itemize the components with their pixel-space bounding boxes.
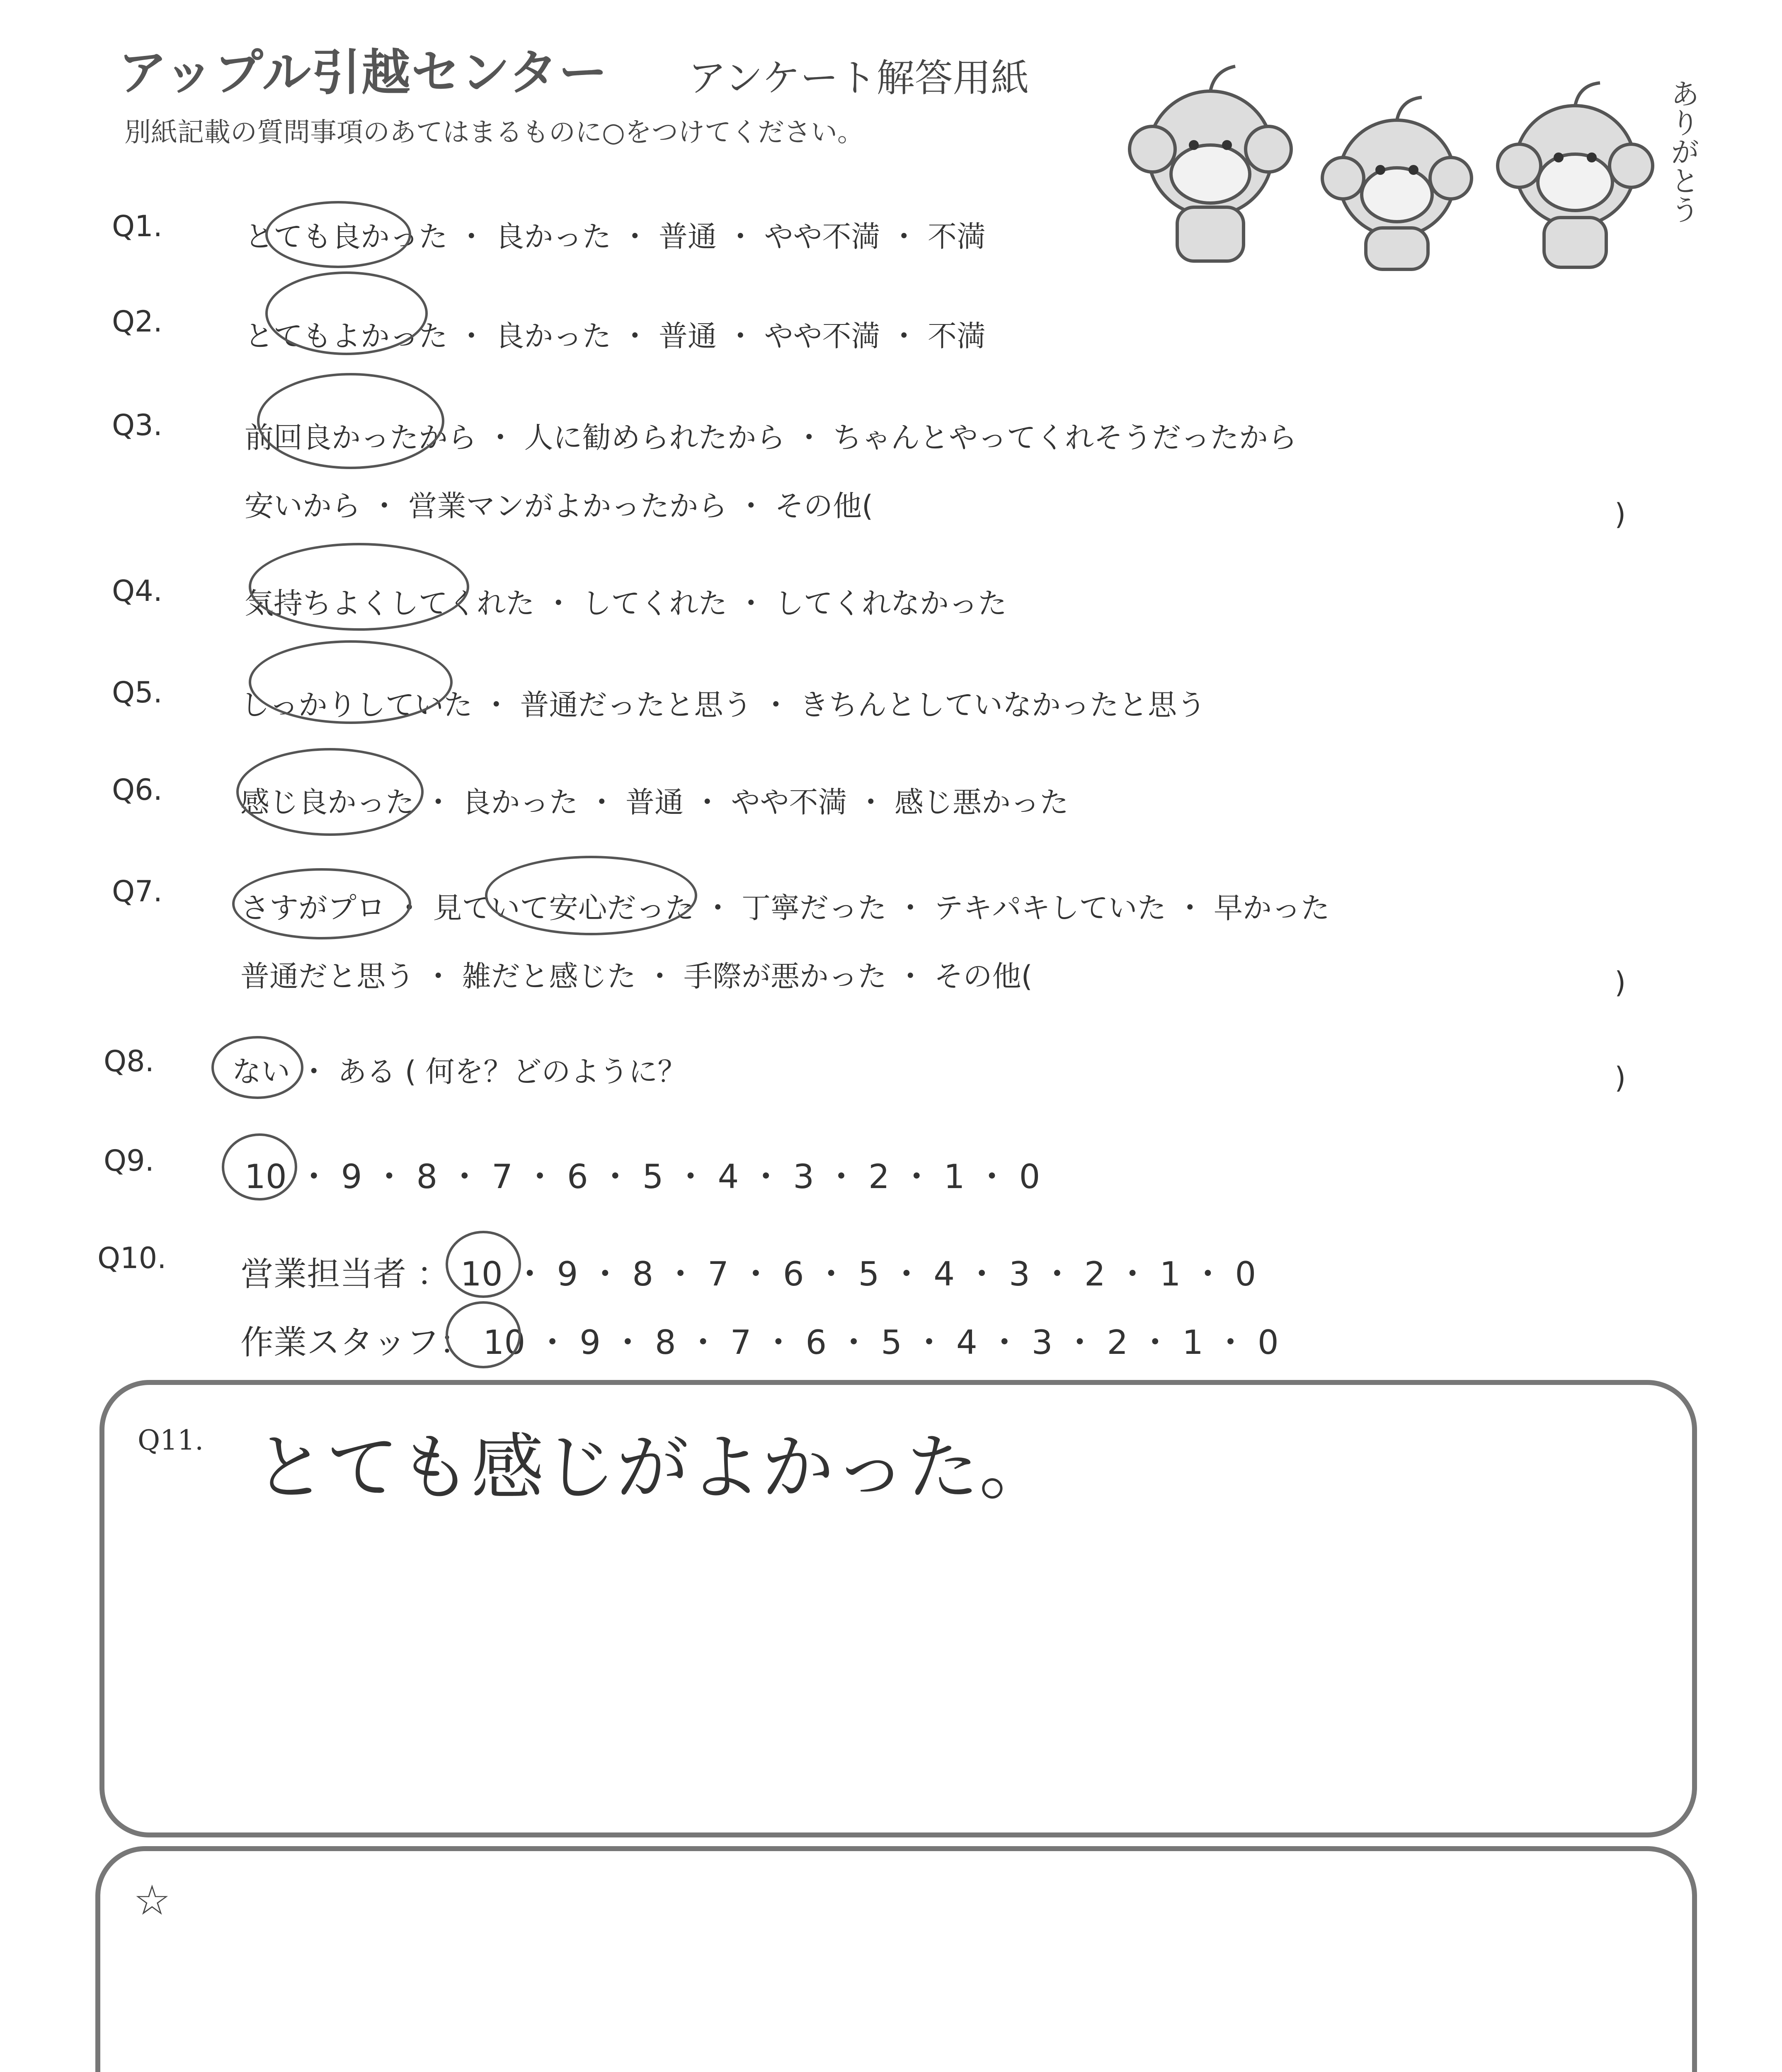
q4-label: Q4.	[112, 574, 162, 608]
form-subtitle: アンケート解答用紙	[688, 56, 1029, 100]
q11-answer: とても感じがよかった。	[254, 1426, 1052, 1510]
q1-options: とても良かった ・ 良かった ・ 普通 ・ やや不満 ・ 不満	[245, 220, 986, 254]
q2-options: とてもよかった ・ 良かった ・ 普通 ・ やや不満 ・ 不満	[245, 319, 986, 353]
q7-label: Q7.	[112, 874, 162, 908]
q7-options-line1: さすがプロ ・ 見ていて安心だった ・ 丁寧だった ・ テキパキしていた ・ 早かった	[240, 891, 1330, 925]
q3-options-line1: 前回良かったから ・ 人に勧められたから ・ ちゃんとやってくれそうだったから	[245, 421, 1297, 455]
q10-sales-answer-circle	[446, 1231, 521, 1298]
comment-box	[95, 1846, 1697, 2072]
q1-answer-circle	[265, 201, 411, 268]
q8-answer-circle	[211, 1036, 303, 1099]
q6-answer-circle	[236, 748, 424, 836]
q5-answer-circle	[249, 640, 453, 724]
q2-answer-circle	[265, 271, 428, 355]
q7-answer-circle-2	[485, 856, 697, 935]
q3-close-paren: )	[1615, 497, 1626, 531]
q8-label: Q8.	[104, 1044, 154, 1078]
q3-label: Q3.	[112, 408, 162, 442]
q1-label: Q1.	[112, 209, 162, 243]
q11-box	[99, 1380, 1697, 1837]
q10-staff-answer-circle	[446, 1301, 521, 1368]
q10-staff-options: 作業スタッフ： 10 ・ 9 ・ 8 ・ 7 ・ 6 ・ 5 ・ 4 ・ 3 ・ 2 ・ 1 ・ 0	[240, 1323, 1279, 1362]
q3-options-line2: 安いから ・ 営業マンがよかったから ・ その他(	[245, 489, 873, 523]
q7-close-paren: )	[1615, 966, 1626, 1000]
q8-options: ない ・ ある ( 何を？どのように？	[232, 1055, 687, 1089]
q10-sales-options: 営業担当者 ： 10 ・ 9 ・ 8 ・ 7 ・ 6 ・ 5 ・ 4 ・ 3 ・ 2 ・ 1 ・ 0	[240, 1255, 1256, 1293]
form-title: アップル引越センター	[118, 44, 609, 101]
q10-label: Q10.	[97, 1241, 167, 1275]
q7-answer-circle-1	[232, 868, 411, 939]
q4-options: 気持ちよくしてくれた ・ してくれた ・ してくれなかった	[245, 586, 1007, 620]
q5-options: しっかりしていた ・ 普通だったと思う ・ きちんとしていなかったと思う	[240, 688, 1206, 722]
q9-options: 10 ・ 9 ・ 8 ・ 7 ・ 6 ・ 5 ・ 4 ・ 3 ・ 2 ・ 1 ・ 0	[245, 1157, 1040, 1196]
mascot-caption: ありがとう	[1666, 79, 1700, 224]
q8-close-paren: )	[1615, 1061, 1626, 1095]
star-icon: ☆	[133, 1876, 171, 1924]
q4-answer-circle	[249, 543, 469, 631]
q3-answer-circle	[257, 373, 444, 469]
q9-answer-circle	[222, 1133, 297, 1201]
q6-options: 感じ良かった ・ 良かった ・ 普通 ・ やや不満 ・ 感じ悪かった	[240, 785, 1069, 819]
q9-label: Q9.	[104, 1144, 154, 1178]
q11-label: Q11.	[138, 1424, 204, 1456]
q6-label: Q6.	[112, 773, 162, 807]
mascot-illustration	[1127, 58, 1708, 274]
instruction-text: 別紙記載の質問事項のあてはまるものに○をつけてください。	[124, 117, 864, 148]
q7-options-line2: 普通だと思う ・ 雑だと感じた ・ 手際が悪かった ・ その他(	[240, 959, 1033, 993]
q2-label: Q2.	[112, 305, 162, 339]
q5-label: Q5.	[112, 675, 162, 709]
